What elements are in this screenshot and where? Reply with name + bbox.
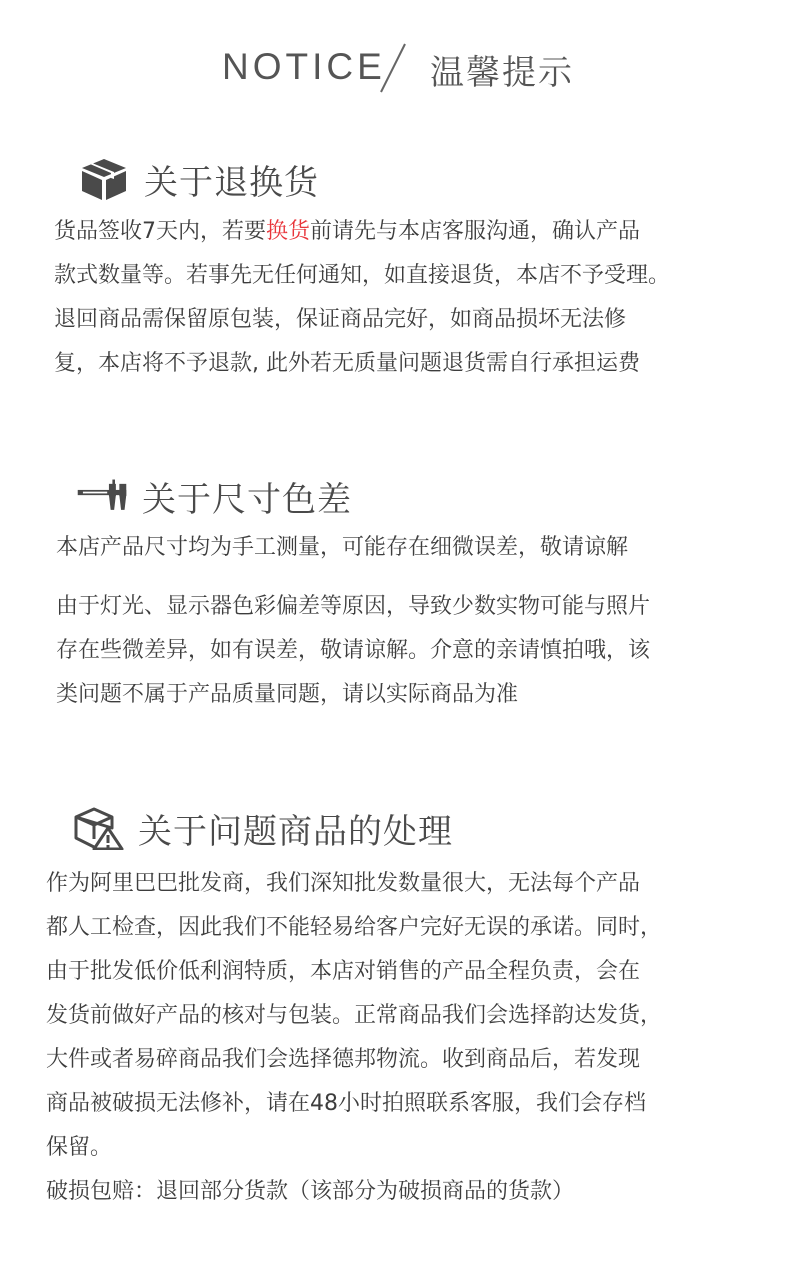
text-line: 复，本店将不予退款, 此外若无质量问题退货需自行承担运费 — [54, 351, 640, 376]
text-line: 由于批发低价低利润特质，本店对销售的产品全程负责，会在 — [46, 959, 641, 984]
text-fragment: 货品签收7天内，若要 — [54, 219, 266, 244]
text-line: 类问题不属于产品质量同题，请以实际商品为准 — [56, 682, 519, 707]
caliper-icon — [76, 474, 128, 518]
text-line: 退回商品需保留原包装，保证商品完好，如商品损坏无法修 — [54, 307, 627, 332]
text-line: 发货前做好产品的核对与包装。正常商品我们会选择韵达发货， — [46, 1003, 663, 1028]
section-title: 关于问题商品的处理 — [138, 811, 453, 852]
text-line: 作为阿里巴巴批发商，我们深知批发数量很大，无法每个产品 — [46, 871, 641, 896]
damaged-box-warning-icon — [72, 806, 124, 850]
text-line: 破损包赔：退回部分货款（该部分为破损商品的货款） — [46, 1179, 575, 1204]
text-line — [54, 210, 670, 254]
text-line: 由于灯光、显示器色彩偏差等原因，导致少数实物可能与照片 — [56, 594, 651, 619]
text-line: 保留。 — [46, 1135, 113, 1160]
notice-title-zh: 温馨提示 — [430, 53, 574, 93]
section-title: 关于退换货 — [144, 162, 319, 203]
slash-divider — [378, 42, 408, 94]
text-line: 存在些微差异，如有误差，敬请谅解。介意的亲请慎拍哦，该 — [56, 638, 651, 663]
notice-header — [0, 40, 790, 96]
section-title: 关于尺寸色差 — [142, 479, 352, 520]
section-returns-body — [54, 210, 670, 386]
section-size-body-1 — [56, 526, 628, 570]
text-line: 商品被破损无法修补，请在48小时拍照联系客服，我们会存档 — [46, 1091, 646, 1116]
text-line: 大件或者易碎商品我们会选择德邦物流。收到商品后，若发现 — [46, 1047, 641, 1072]
notice-title-en: NOTICE — [222, 46, 386, 87]
text-line: 款式数量等。若事先无任何通知，如直接退货，本店不予受理。 — [54, 263, 671, 288]
text-fragment: 前请先与本店客服沟通，确认产品 — [310, 219, 641, 244]
text-line: 都人工检查，因此我们不能轻易给客户完好无误的承诺。同时， — [46, 915, 663, 940]
section-problem-body — [46, 862, 662, 1214]
section-size-body-2 — [56, 585, 650, 717]
highlight-exchange: 换货 — [266, 219, 311, 244]
section-problem-heading — [72, 806, 453, 850]
section-returns-heading — [78, 157, 319, 201]
box-icon — [78, 157, 130, 201]
text-line: 本店产品尺寸均为手工测量，可能存在细微误差，敬请谅解 — [56, 535, 629, 560]
section-size-heading — [76, 474, 352, 518]
